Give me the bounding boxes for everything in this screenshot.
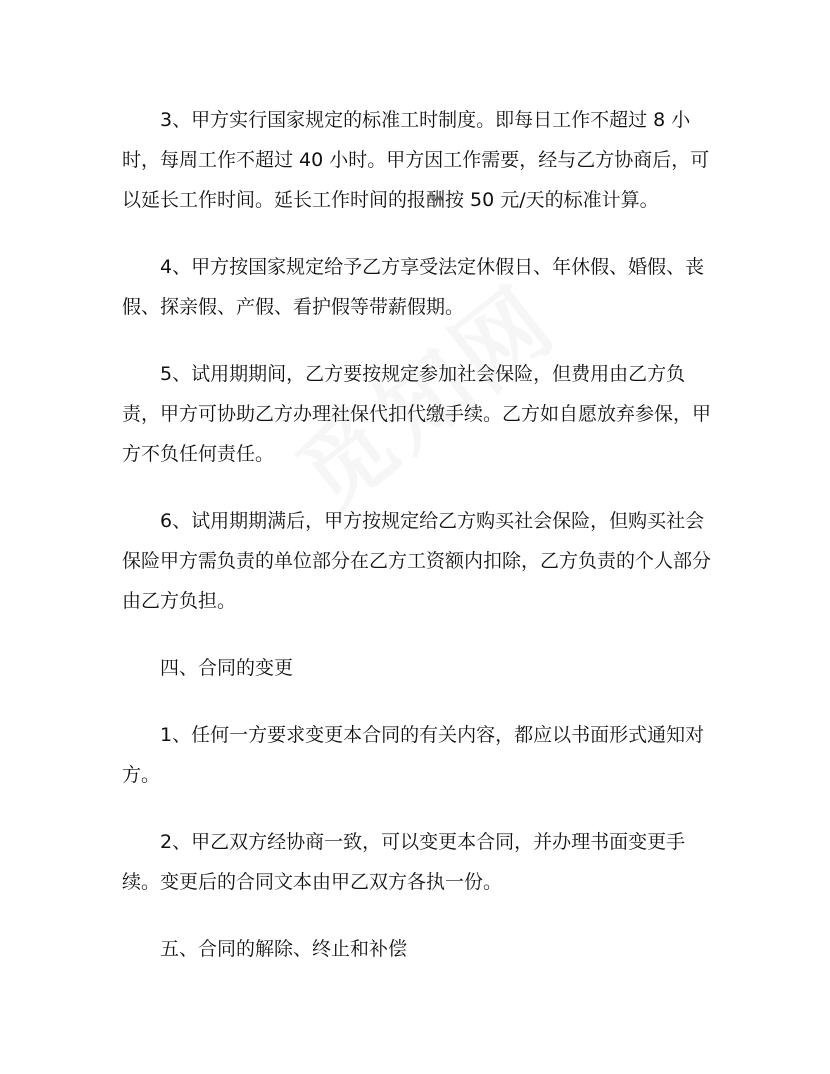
document-body [122,100,712,996]
clause-change-notice: 1、任何一方要求变更本合同的有关内容，都应以书面形式通知对方。 [122,724,705,786]
section-heading-termination: 五、合同的解除、终止和补偿 [160,938,408,960]
clause-change-agreement: 2、甲乙双方经协商一致，可以变更本合同，并办理书面变更手续。变更后的合同文本由甲乙双方各执一份。 [122,831,686,893]
clause-post-probation-insurance: 6、试用期期满后，甲方按规定给乙方购买社会保险，但购买社会保险甲方需负责的单位部分在乙方工资额内扣除，乙方负责的个人部分由乙方负担。 [122,510,712,612]
section-heading-contract-change: 四、合同的变更 [160,657,294,679]
clause-working-hours: 3、甲方实行国家规定的标准工时制度。即每日工作不超过 8 小时，每周工作不超过 40 小时。甲方因工作需要，经与乙方协商后，可以延长工作时间。延长工作时间的报酬按 50 元/天的标准计算。 [122,109,710,211]
clause-probation-insurance: 5、试用期期间，乙方要按规定参加社会保险，但费用由乙方负责，甲方可协助乙方办理社保代扣代缴手续。乙方如自愿放弃参保，甲方不负任何责任。 [122,363,712,465]
clause-paid-leave: 4、甲方按国家规定给予乙方享受法定休假日、年休假、婚假、丧假、探亲假、产假、看护假等带薪假期。 [122,256,705,318]
